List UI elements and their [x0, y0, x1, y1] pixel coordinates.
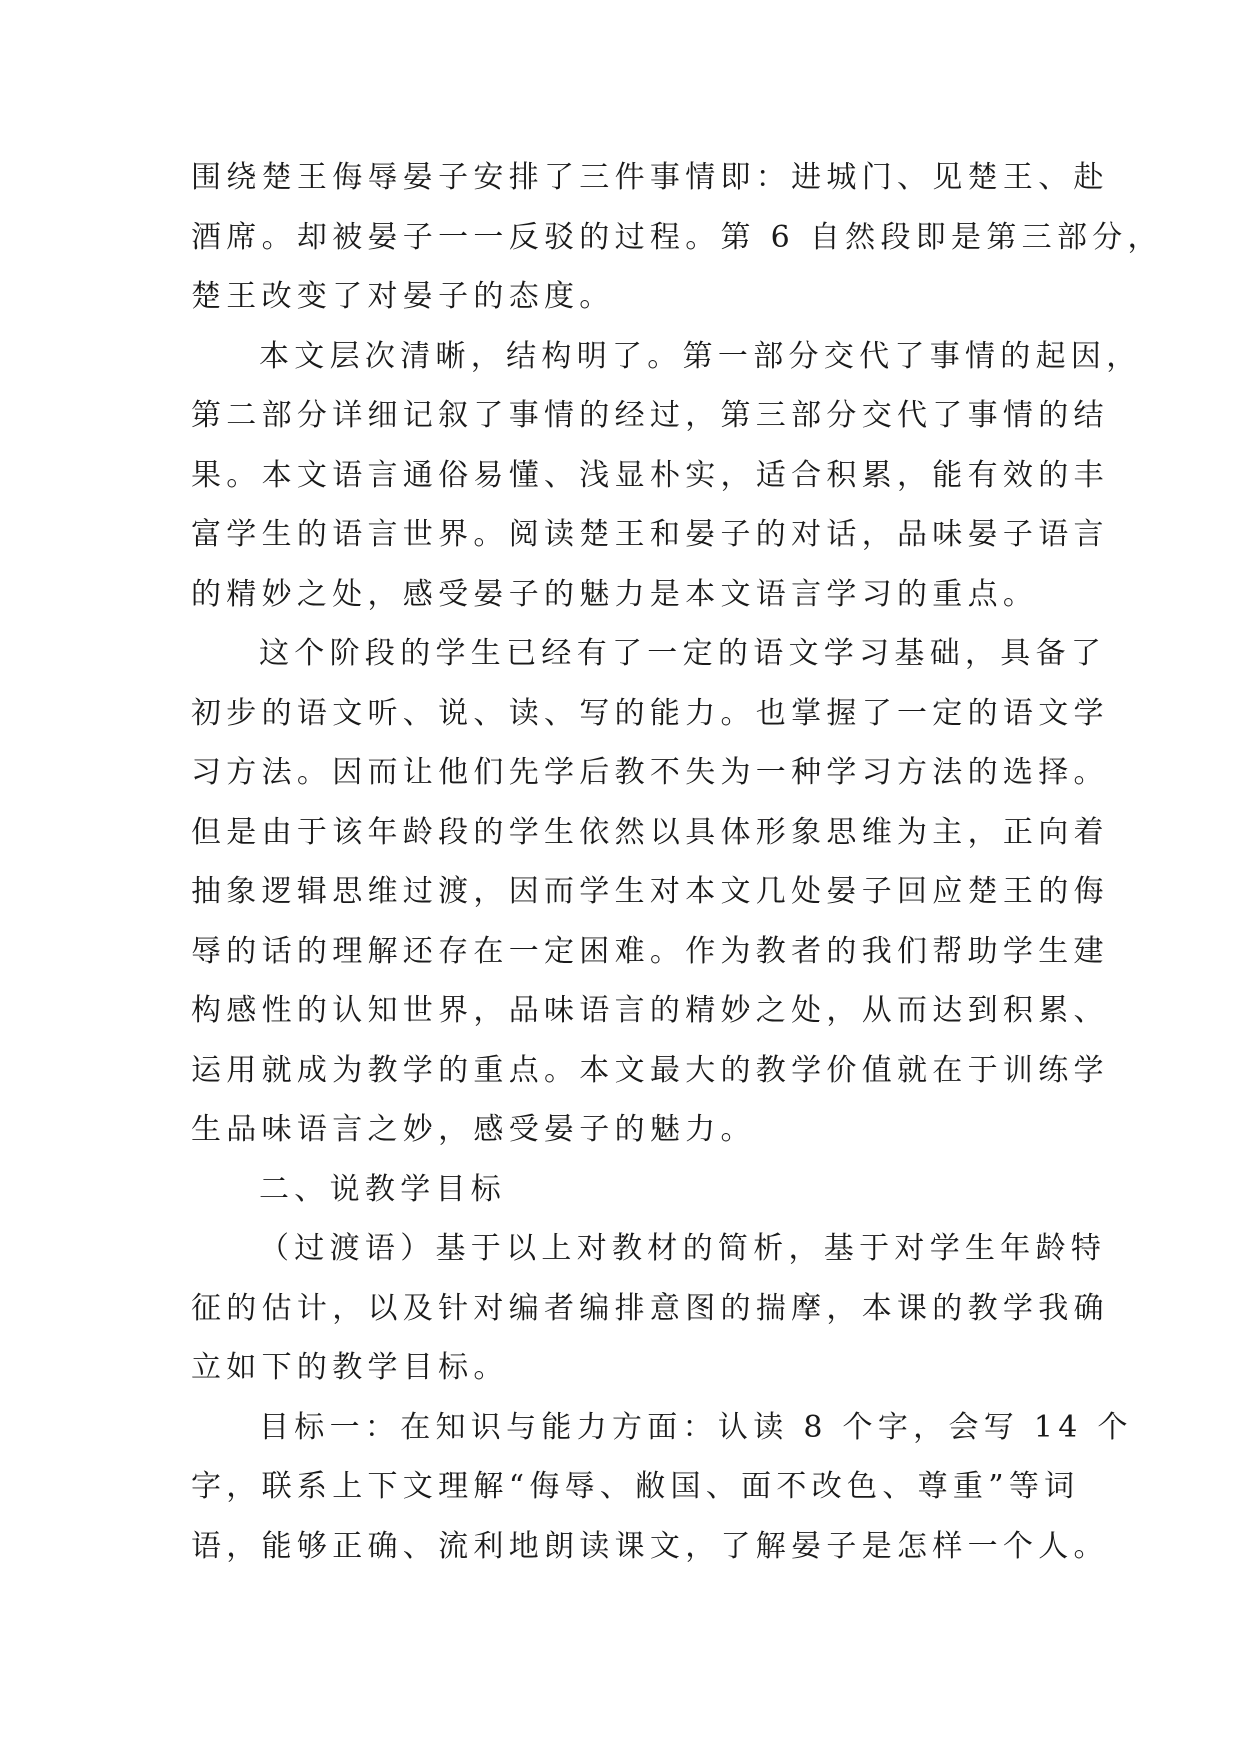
- paragraph-start-line: 目标一：在知识与能力方面：认读 8 个字，会写 14 个: [259, 1409, 1133, 1445]
- paragraph-start-line: 本文层次清晰，结构明了。第一部分交代了事情的起因，: [259, 338, 1142, 374]
- paragraph-start-line: 这个阶段的学生已经有了一定的语文学习基础，具备了: [259, 636, 1107, 671]
- text-line: 习方法。因而让他们先学后教不失为一种学习方法的选择。: [191, 755, 1109, 790]
- text-line: 抽象逻辑思维过渡，因而学生对本文几处晏子回应楚王的侮: [191, 874, 1109, 909]
- text-line: 果。本文语言通俗易懂、浅显朴实，适合积累，能有效的丰: [191, 457, 1109, 493]
- text-line: 字，联系上下文理解“侮辱、敝国、面不改色、尊重”等词: [191, 1469, 1080, 1504]
- text-line: 辱的话的理解还存在一定困难。作为教者的我们帮助学生建: [191, 933, 1109, 969]
- text-line: 酒席。却被晏子一一反驳的过程。第 6 自然段即是第三部分，: [191, 219, 1163, 255]
- text-line: 第二部分详细记叙了事情的经过，第三部分交代了事情的结: [191, 398, 1109, 433]
- paragraph-start-line: （过渡语）基于以上对教材的简析，基于对学生年龄特: [259, 1231, 1107, 1266]
- text-line: 初步的语文听、说、读、写的能力。也掌握了一定的语文学: [191, 695, 1109, 731]
- text-line: 生品味语言之妙，感受晏子的魅力。: [191, 1112, 756, 1147]
- text-line: 构感性的认知世界，品味语言的精妙之处，从而达到积累、: [191, 993, 1109, 1028]
- text-line: 运用就成为教学的重点。本文最大的教学价值就在于训练学: [191, 1052, 1109, 1088]
- text-line: 立如下的教学目标。: [191, 1350, 509, 1385]
- text-line: 征的估计，以及针对编者编排意图的揣摩，本课的教学我确: [191, 1290, 1109, 1326]
- text-line: 富学生的语言世界。阅读楚王和晏子的对话，品味晏子语言: [191, 517, 1109, 552]
- document-page: [191, 158, 1163, 1586]
- text-line: 但是由于该年龄段的学生依然以具体形象思维为主，正向着: [191, 814, 1109, 850]
- text-line: 的精妙之处，感受晏子的魅力是本文语言学习的重点。: [191, 576, 1039, 612]
- text-line: 语，能够正确、流利地朗读课文，了解晏子是怎样一个人。: [191, 1528, 1109, 1564]
- text-line: 围绕楚王侮辱晏子安排了三件事情即：进城门、见楚王、赴: [191, 160, 1109, 195]
- text-line: 楚王改变了对晏子的态度。: [191, 279, 615, 314]
- section-heading: 二、说教学目标: [259, 1171, 507, 1207]
